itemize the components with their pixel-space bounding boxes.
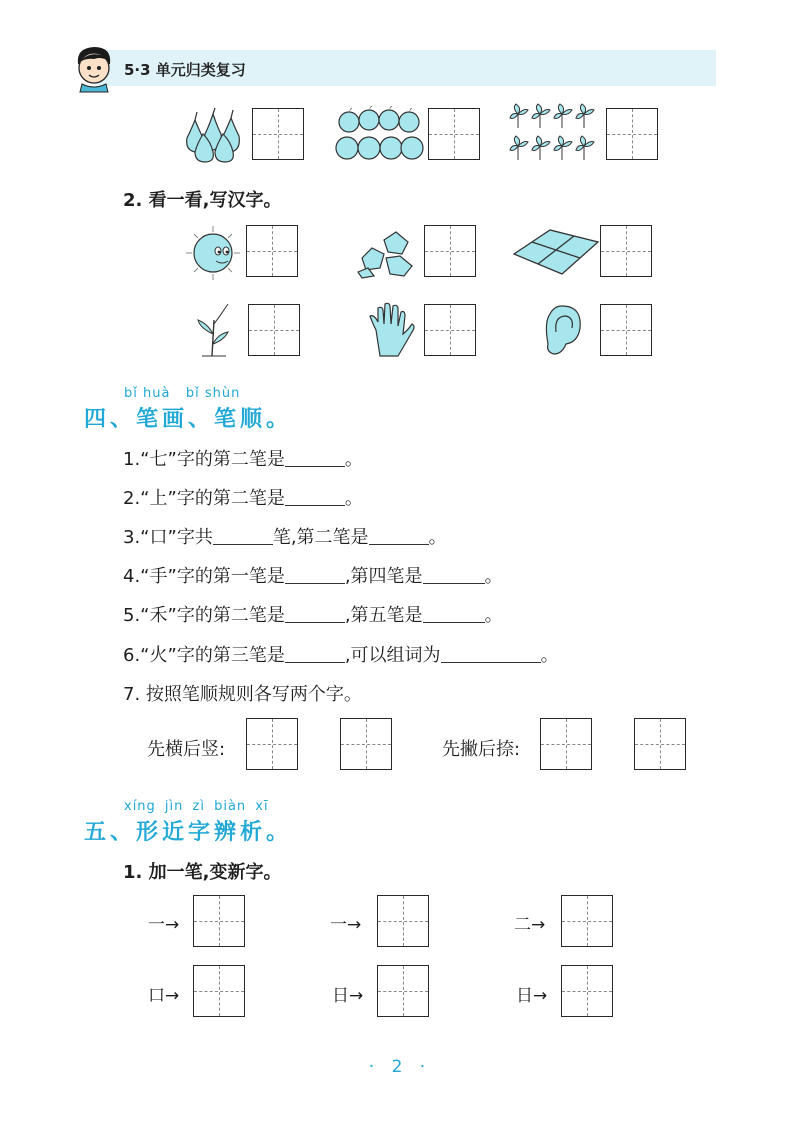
- writing-grid[interactable]: [561, 895, 613, 947]
- base-char-arrow: 日→: [516, 986, 548, 1006]
- answer-blank[interactable]: [285, 644, 345, 663]
- header-title: 5·3 单元归类复习: [124, 61, 246, 79]
- answer-blank[interactable]: [423, 604, 485, 623]
- stroke-question-1: 1.“七”字的第二笔是 。: [123, 449, 363, 470]
- base-char-arrow: 二→: [514, 915, 546, 935]
- leaves-picture-icon: [510, 102, 600, 164]
- writing-grid[interactable]: [606, 108, 658, 160]
- answer-blank[interactable]: [285, 448, 345, 467]
- answer-blank[interactable]: [213, 526, 273, 545]
- section-4-pinyin: bǐ huà bǐ shùn: [124, 386, 241, 401]
- stones-picture-icon: [356, 228, 416, 280]
- writing-grid[interactable]: [600, 304, 652, 356]
- field-picture-icon: [510, 224, 602, 280]
- writing-grid[interactable]: [428, 108, 480, 160]
- pie-then-na-label: 先撇后捺:: [442, 739, 521, 760]
- writing-grid[interactable]: [252, 108, 304, 160]
- section-5-title: 五、形近字辨析。: [84, 820, 293, 845]
- boy-mascot-icon: [70, 42, 120, 92]
- section-4-title: 四、笔画、笔顺。: [84, 407, 293, 432]
- answer-blank[interactable]: [423, 565, 485, 584]
- question-2-title: 2. 看一看,写汉字。: [123, 190, 282, 211]
- writing-grid[interactable]: [424, 304, 476, 356]
- writing-grid[interactable]: [600, 225, 652, 277]
- writing-grid[interactable]: [248, 304, 300, 356]
- writing-grid[interactable]: [193, 895, 245, 947]
- base-char-arrow: 日→: [332, 986, 364, 1006]
- answer-blank[interactable]: [285, 565, 345, 584]
- base-char-arrow: 一→: [330, 915, 362, 935]
- stroke-question-6: 6.“火”字的第三笔是 ,可以组词为 。: [123, 645, 559, 666]
- stroke-question-2: 2.“上”字的第二笔是 。: [123, 488, 363, 509]
- stroke-question-7: 7. 按照笔顺规则各写两个字。: [123, 684, 362, 705]
- base-char-arrow: 口→: [148, 986, 180, 1006]
- writing-grid[interactable]: [246, 718, 298, 770]
- sun-picture-icon: [184, 224, 242, 282]
- heng-then-shu-label: 先横后竖:: [147, 739, 226, 760]
- apples-picture-icon: [335, 106, 423, 164]
- writing-grid[interactable]: [540, 718, 592, 770]
- page-number: · 2 ·: [368, 1057, 432, 1077]
- writing-grid[interactable]: [377, 895, 429, 947]
- writing-grid[interactable]: [634, 718, 686, 770]
- answer-blank[interactable]: [441, 644, 541, 663]
- ear-picture-icon: [540, 302, 584, 358]
- base-char-arrow: 一→: [148, 915, 180, 935]
- writing-grid[interactable]: [193, 965, 245, 1017]
- answer-blank[interactable]: [285, 604, 345, 623]
- stroke-question-5: 5.“禾”字的第二笔是 ,第五笔是 。: [123, 605, 503, 626]
- pears-picture-icon: [183, 106, 245, 164]
- writing-grid[interactable]: [424, 225, 476, 277]
- grain-plant-picture-icon: [194, 300, 234, 358]
- stroke-question-4: 4.“手”字的第一笔是 ,第四笔是 。: [123, 566, 503, 587]
- answer-blank[interactable]: [285, 487, 345, 506]
- section-5-question-1: 1. 加一笔,变新字。: [123, 862, 282, 883]
- writing-grid[interactable]: [340, 718, 392, 770]
- answer-blank[interactable]: [369, 526, 429, 545]
- stroke-question-3: 3.“口”字共 笔,第二笔是 。: [123, 527, 447, 548]
- writing-grid[interactable]: [246, 225, 298, 277]
- writing-grid[interactable]: [561, 965, 613, 1017]
- writing-grid[interactable]: [377, 965, 429, 1017]
- hand-picture-icon: [366, 300, 418, 358]
- section-5-pinyin: xíng jìn zì biàn xī: [124, 799, 269, 814]
